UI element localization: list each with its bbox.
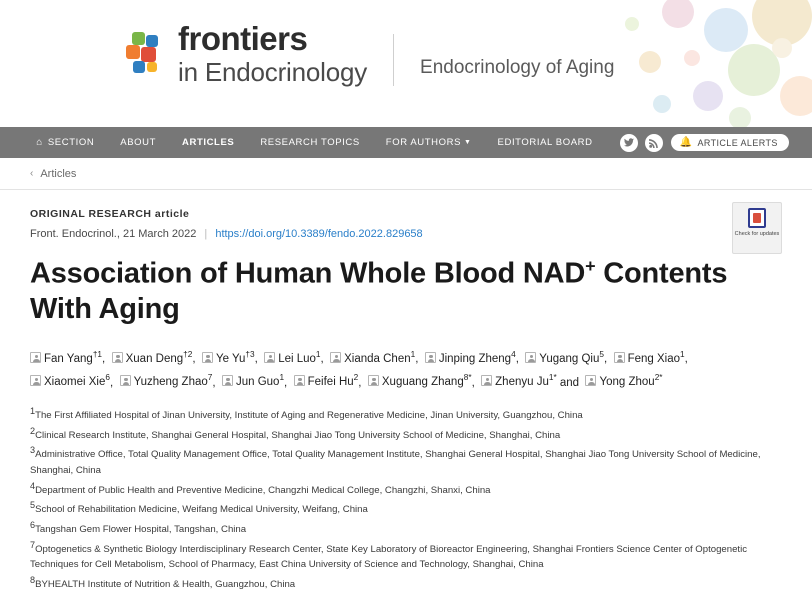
affiliation-text: Clinical Research Institute, Shanghai General Hospital, Shanghai Jiao Tong University School of Medicine, Shanghai, China <box>35 429 561 441</box>
author-avatar-icon <box>112 352 123 363</box>
doi-link[interactable]: https://doi.org/10.3389/fendo.2022.829658 <box>215 228 423 240</box>
author-name[interactable]: Ye Yu <box>215 353 246 366</box>
affiliation-marker: 6 <box>30 520 36 531</box>
affiliation-marker: 8 <box>30 575 36 585</box>
article-content <box>0 190 812 593</box>
affiliation-text: Optogenetics & Synthetic Biology Interdisciplinary Research Center, State Key Laboratory of Bioreactor Engineering, Shanghai Frontiers Science Center of Optogenetic Techniques for Cell Metabolism, School of Pharmacy, East China University of Science and Technology, Shanghai, China <box>30 543 748 571</box>
author-avatar-icon <box>481 375 492 386</box>
author-affil-marker: 2 <box>353 373 359 383</box>
title-part-2: Contents With Aging <box>30 257 728 326</box>
affiliation-item <box>30 479 782 499</box>
author-name[interactable]: Fan Yang <box>44 353 93 366</box>
author-name[interactable]: Xianda Chen <box>344 353 411 366</box>
affiliation-item <box>30 424 782 444</box>
author-item[interactable] <box>330 350 416 366</box>
rss-icon[interactable] <box>645 134 663 152</box>
author-name[interactable]: Jun Guo <box>235 376 280 389</box>
affiliation-marker: 1 <box>30 405 36 416</box>
twitter-bird-glyph <box>624 138 634 147</box>
author-avatar-icon <box>330 352 341 363</box>
affiliation-item <box>30 518 782 538</box>
twitter-icon[interactable] <box>620 134 638 152</box>
author-affil-marker: 2* <box>654 373 663 383</box>
nav-item-editorial-board[interactable]: EDITORIAL BOARD <box>497 137 593 148</box>
author-item[interactable] <box>202 350 255 366</box>
affiliation-list <box>30 404 782 593</box>
author-affil-marker: 1 <box>315 350 321 360</box>
author-affil-marker: 4 <box>511 350 516 360</box>
author-name[interactable]: Yuzheng Zhao <box>133 376 208 389</box>
author-avatar-icon <box>368 375 379 386</box>
crossmark-label: Check for updates <box>734 231 780 237</box>
author-item[interactable] <box>425 350 516 366</box>
author-avatar-icon <box>294 375 305 386</box>
journal-identity[interactable] <box>124 20 614 86</box>
bell-icon: 🔔 <box>679 137 693 148</box>
frontiers-logo-icon <box>124 32 168 76</box>
author-name[interactable]: Yong Zhou <box>599 376 655 389</box>
author-avatar-icon <box>30 375 41 386</box>
author-affil-marker: 5 <box>599 350 604 360</box>
affiliation-marker: 2 <box>30 425 36 436</box>
chevron-down-icon: ▼ <box>464 139 472 146</box>
author-item[interactable] <box>112 350 193 366</box>
author-affil-marker: †1 <box>92 350 103 360</box>
journal-banner <box>0 0 812 127</box>
affiliation-item <box>30 404 782 424</box>
author-avatar-icon <box>30 352 41 363</box>
author-item[interactable] <box>614 350 685 366</box>
author-avatar-icon <box>585 375 596 386</box>
meta-separator: | <box>204 228 208 240</box>
affiliation-marker: 7 <box>30 539 36 550</box>
journal-name-discipline: in Endocrinology <box>178 56 368 87</box>
author-item[interactable] <box>120 373 213 389</box>
nav-item-for-authors[interactable]: FOR AUTHORS ▼ <box>385 137 472 148</box>
author-conjunction: and <box>559 376 580 389</box>
author-avatar-icon <box>525 352 536 363</box>
article-meta: Front. Endocrinol., 21 March 2022 | https://doi.org/10.3389/fendo.2022.829658 <box>30 228 423 240</box>
affiliation-text: The First Affiliated Hospital of Jinan University, Institute of Aging and Regenerative Medicine, Jinan University, Guangzhou, China <box>35 410 583 422</box>
breadcrumb <box>0 158 812 190</box>
author-name[interactable]: Zhenyu Ju <box>495 376 549 389</box>
publication-date: 21 March 2022 <box>122 228 197 240</box>
rss-glyph <box>649 138 659 148</box>
author-avatar-icon <box>264 352 275 363</box>
author-item[interactable] <box>30 350 103 366</box>
home-icon: ⌂ <box>36 137 43 148</box>
author-affil-marker: †2 <box>183 350 193 360</box>
main-navigation <box>0 127 812 158</box>
author-affil-marker: 1 <box>410 350 416 360</box>
author-name[interactable]: Xuguang Zhang <box>381 376 464 389</box>
title-part-1: Association of Human Whole Blood NAD <box>30 257 586 290</box>
page-title <box>30 256 750 327</box>
author-item[interactable] <box>481 373 557 389</box>
author-name[interactable]: Feng Xiao <box>627 353 681 366</box>
author-name[interactable]: Xiaomei Xie <box>44 376 106 389</box>
author-avatar-icon <box>202 352 213 363</box>
journal-specialty: Endocrinology of Aging <box>420 57 615 78</box>
author-item[interactable] <box>368 373 472 389</box>
title-superscript: + <box>585 256 596 276</box>
chevron-left-icon: ‹ <box>30 168 34 179</box>
affiliation-item <box>30 573 782 593</box>
nav-item-list <box>23 127 789 158</box>
author-name[interactable]: Yugang Qiu <box>539 353 600 366</box>
nav-item-articles[interactable]: ARTICLES <box>182 137 235 148</box>
author-affil-marker: 1* <box>548 373 557 383</box>
author-item[interactable] <box>222 373 285 389</box>
affiliation-text: Administrative Office, Total Quality Management Office, Total Quality Management Institute, Shanghai General Hospital, Shanghai Jiao Tong University School of Medicine, Shanghai, China <box>30 449 761 477</box>
affiliation-text: School of Rehabilitation Medicine, Weifang Medical University, Weifang, China <box>35 504 368 516</box>
crossmark-badge[interactable] <box>732 202 782 254</box>
author-item[interactable] <box>30 373 110 389</box>
affiliation-marker: 4 <box>30 480 36 491</box>
breadcrumb-link-articles[interactable]: Articles <box>40 167 77 180</box>
author-avatar-icon <box>222 375 233 386</box>
author-affil-marker: 1 <box>279 373 285 383</box>
author-affil-marker: 1 <box>680 350 685 360</box>
author-affil-marker: †3 <box>245 350 255 360</box>
author-name[interactable]: Jinping Zheng <box>438 353 512 366</box>
author-name[interactable]: Lei Luo <box>278 353 316 366</box>
author-item[interactable] <box>585 373 663 389</box>
affiliation-item <box>30 538 782 573</box>
nav-item-research-topics[interactable]: RESEARCH TOPICS <box>260 137 360 148</box>
author-affil-marker: 6 <box>105 373 110 383</box>
article-alerts-button[interactable]: 🔔 ARTICLE ALERTS <box>671 134 789 151</box>
author-affil-marker: 8* <box>463 373 472 383</box>
affiliation-item <box>30 443 782 478</box>
nav-item-section[interactable]: ⌂ SECTION <box>36 137 95 148</box>
affiliation-marker: 3 <box>30 445 36 456</box>
banner-divider <box>393 34 394 86</box>
crossmark-icon <box>748 208 766 228</box>
author-item[interactable] <box>525 350 604 366</box>
journal-name-frontiers: frontiers <box>178 19 308 57</box>
affiliation-text: Department of Public Health and Preventive Medicine, Changzhi Medical College, Changzhi, Shanxi, China <box>35 484 491 496</box>
author-affil-marker: 7 <box>207 373 213 383</box>
author-item[interactable] <box>264 350 321 366</box>
author-item[interactable] <box>294 373 359 389</box>
author-name[interactable]: Xuan Deng <box>125 353 184 366</box>
journal-short-name: Front. Endocrinol. <box>30 228 117 240</box>
affiliation-text: BYHEALTH Institute of Nutrition & Health, Guangzhou, China <box>35 579 296 591</box>
affiliation-marker: 5 <box>30 500 36 511</box>
author-avatar-icon <box>614 352 625 363</box>
affiliation-text: Tangshan Gem Flower Hospital, Tangshan, China <box>35 524 247 536</box>
affiliation-item <box>30 498 782 518</box>
nav-social-links <box>620 134 663 152</box>
author-list: Fan Yang$^{\dagger 1}$, Xuan Deng$^{\dagger 2}$, Ye Yu$^{\dagger 3}$, Lei Luo$^1$, Xianda Chen$^1$, Jinping Zheng$^4$, Yugang Qiu$^5$, Feng Xiao$^1$, Xiaomei Xie$^6$, Yuzheng Zhao$^7$, Jun Guo$^1$, Feifei Hu$^2$, Xuguang Zhang$^{8*}$, Zhenyu $Ju^{1*}$ and Yong Zhou$^{2*}$ <box>30 347 770 394</box>
nav-item-about[interactable]: ABOUT <box>120 137 157 148</box>
author-avatar-icon <box>425 352 436 363</box>
article-type-label: ORIGINAL RESEARCH article <box>30 208 190 220</box>
author-name[interactable]: Feifei Hu <box>307 376 354 389</box>
author-avatar-icon <box>120 375 131 386</box>
